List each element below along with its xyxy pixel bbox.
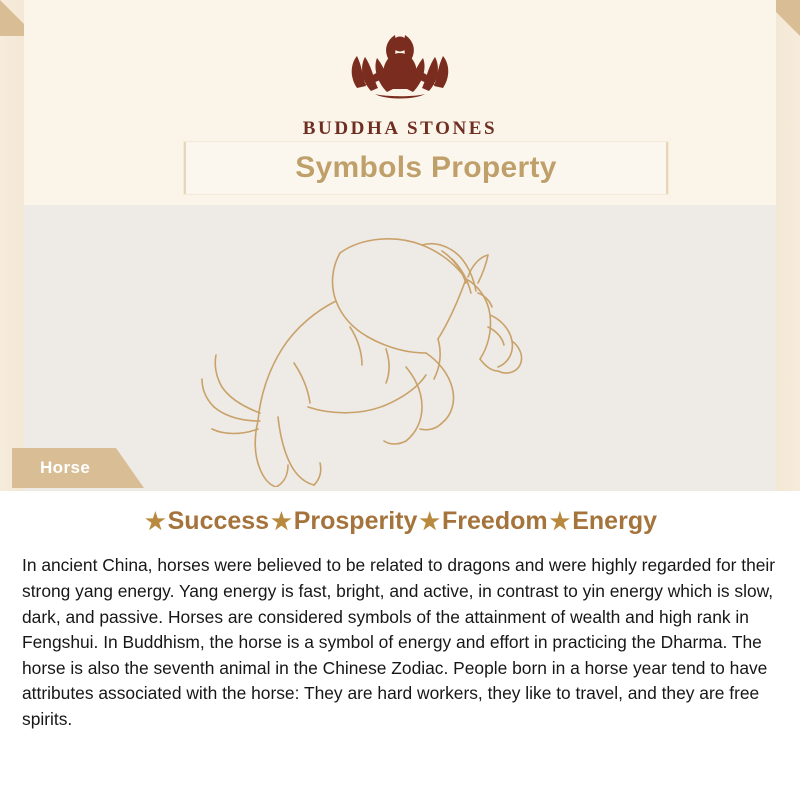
lotus-meditation-icon [335,22,465,114]
header-area [24,0,776,205]
brand-name: BUDDHA STONES [302,118,498,139]
symbol-description-panel [0,491,800,800]
page-title: Symbols Property [295,151,557,184]
star-icon: ★ [419,508,441,534]
star-icon: ★ [145,508,166,534]
symbol-description-text: In ancient China, horses were believed to be related to dragons and were highly regarded for their strong yang energy. Yang energy is fast, bright, and active, in contrast to yin energy which is slow, dark, and passive. Horses are considered symbols of the attainment of wealth and high rank in Fengshui. In Buddhism, the horse is a symbol of energy and effort in practicing the Dharma. The horse is also the seventh animal in the Chinese Zodiac. People born in a horse year tend to have attributes associated with the horse: They are hard workers, they like to travel, and they are free spirits. [22,555,776,729]
symbol-name: Horse [40,458,91,477]
keyword-success: Success [167,507,270,535]
symbol-name-tab [12,448,144,488]
symbol-name-tab-body [12,448,116,488]
rearing-horse-line-art-icon [190,207,610,487]
brand-logo [24,22,776,140]
keyword-list [22,507,778,536]
keyword-prosperity: Prosperity [293,507,418,535]
star-icon: ★ [271,508,292,534]
keyword-energy: Energy [572,507,657,535]
star-icon: ★ [549,508,571,534]
title-banner [184,142,668,194]
keyword-freedom: Freedom [442,507,548,535]
symbol-name-tab-tail-icon [116,448,144,488]
